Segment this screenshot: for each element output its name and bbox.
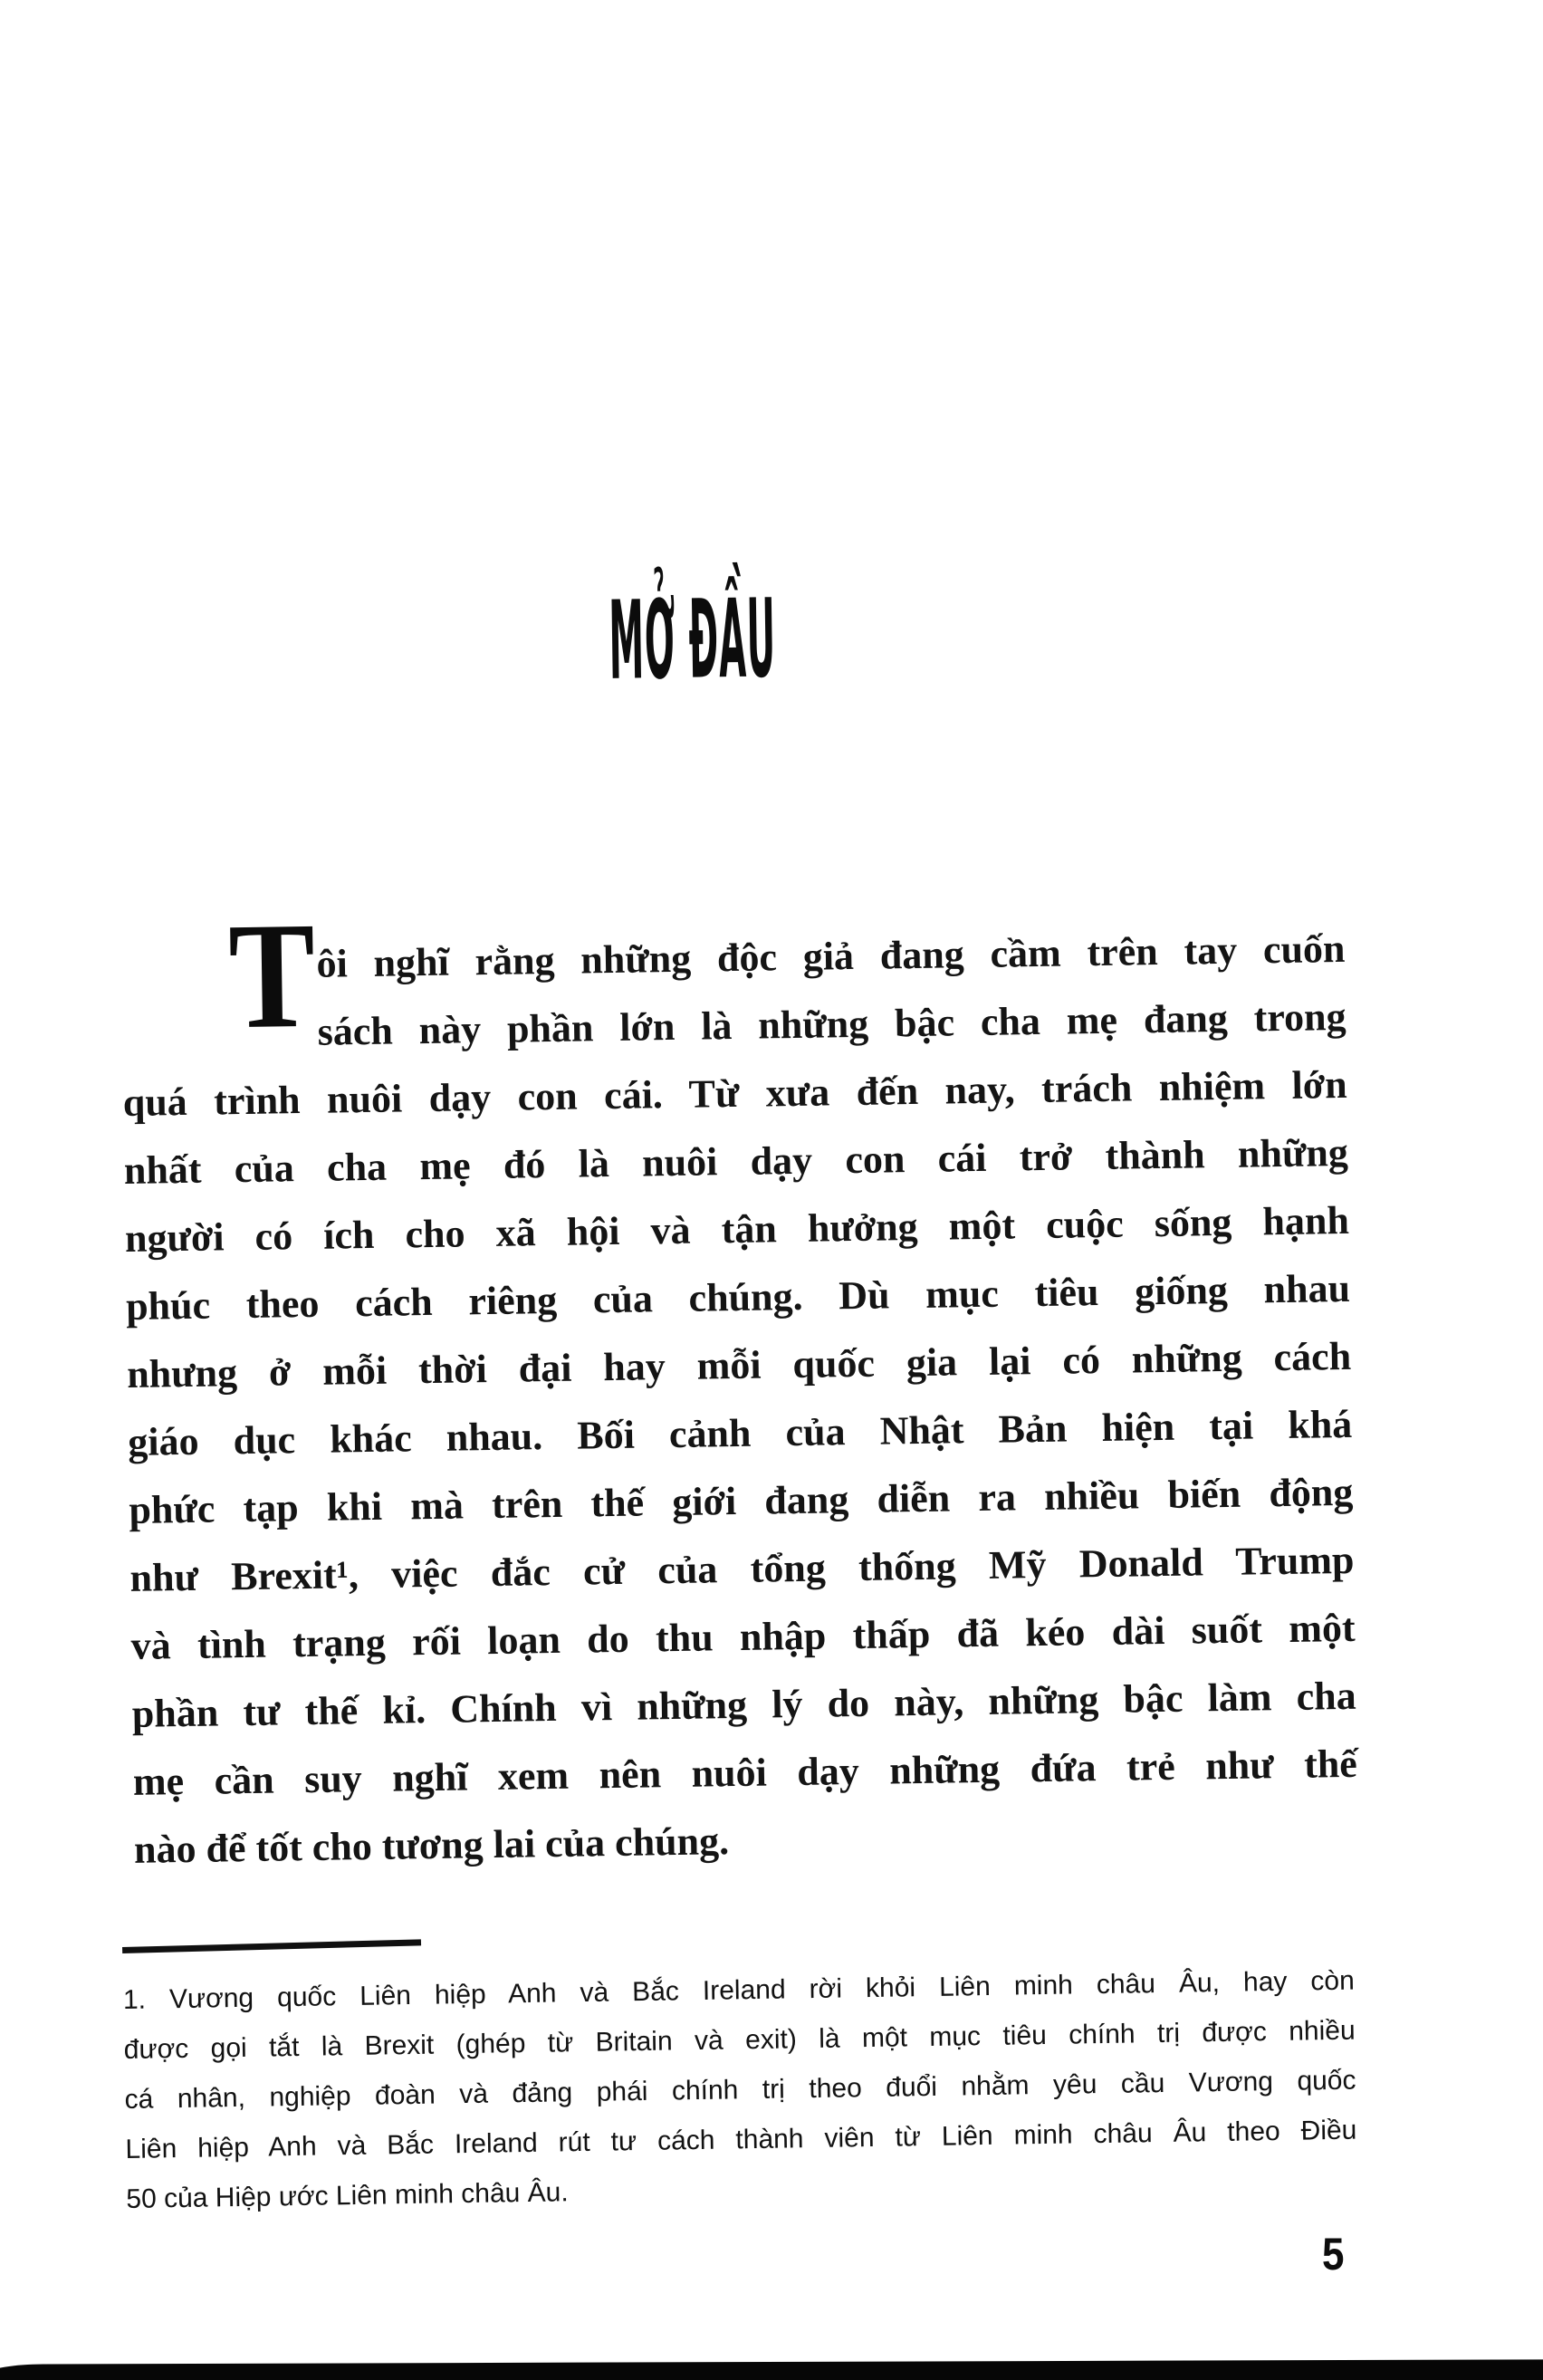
body-text-line: như Brexit¹, việc đắc cử của tổng thống Mỹ Donald Trump — [129, 1537, 1355, 1600]
body-paragraph — [120, 915, 1358, 1884]
scan-edge-artifact — [0, 2359, 1543, 2380]
body-text-line: mẹ cần suy nghĩ xem nên nuôi dạy những đứa trẻ như thế — [132, 1741, 1358, 1804]
body-text-line: quá trình nuôi dạy con cái. Từ xưa đến nay, trách nhiệm lớn — [122, 1061, 1347, 1125]
footnote-line: cá nhân, nghiệp đoàn và đảng phái chính trị theo đuổi nhằm yêu cầu Vương quốc — [124, 2065, 1356, 2115]
body-text-line: giáo dục khác nhau. Bối cảnh của Nhật Bản hiện tại khá — [127, 1401, 1353, 1464]
body-text-line: nhất của cha mẹ đó là nuôi dạy con cái trở thành những — [123, 1129, 1349, 1193]
body-text-line: phúc theo cách riêng của chúng. Dù mục tiêu giống nhau — [125, 1265, 1351, 1329]
body-text-line: phức tạp khi mà trên thế giới đang diễn ra nhiều biến động — [129, 1469, 1354, 1532]
body-text-line: sách này phần lớn là những bậc cha mẹ đang trong — [317, 993, 1347, 1054]
footnote-block — [122, 1928, 1358, 2224]
footnote-line: 1. Vương quốc Liên hiệp Anh và Bắc Ireland rời khỏi Liên minh châu Âu, hay còn — [122, 1965, 1356, 2015]
body-text-line: nào để tốt cho tương lai của chúng. — [133, 1819, 730, 1872]
body-text-block — [120, 890, 1358, 1884]
body-text-line: phần tư thế kỉ. Chính vì những lý do này, những bậc làm cha — [131, 1673, 1357, 1736]
footnote-line: được gọi tắt là Brexit (ghép từ Britain và exit) là một mục tiêu chính trị được nhiều — [123, 2015, 1356, 2065]
page-number: 5 — [1322, 2229, 1345, 2279]
body-text-line: nhưng ở mỗi thời đại hay mỗi quốc gia lại có những cách — [126, 1333, 1352, 1396]
chapter-title-text: MỞ ĐẦU — [608, 575, 777, 705]
footnote-line: 50 của Hiệp ước Liên minh châu Âu. — [126, 2177, 569, 2214]
footnote-separator-rule — [122, 1939, 421, 1953]
body-text-line: người có ích cho xã hội và tận hưởng một cuộc sống hạnh — [124, 1197, 1350, 1261]
body-text-line: và tình trạng rối loạn do thu nhập thấp đã kéo dài suốt một — [130, 1605, 1356, 1668]
footnote-line: Liên hiệp Anh và Bắc Ireland rút tư cách thành viên từ Liên minh châu Âu theo Điều — [125, 2115, 1357, 2164]
chapter-title — [493, 575, 856, 705]
drop-cap: T — [227, 890, 317, 1061]
footnote-text — [122, 1956, 1357, 2224]
body-text-line: ôi nghĩ rằng những độc giả đang cầm trên tay cuốn — [316, 926, 1346, 986]
